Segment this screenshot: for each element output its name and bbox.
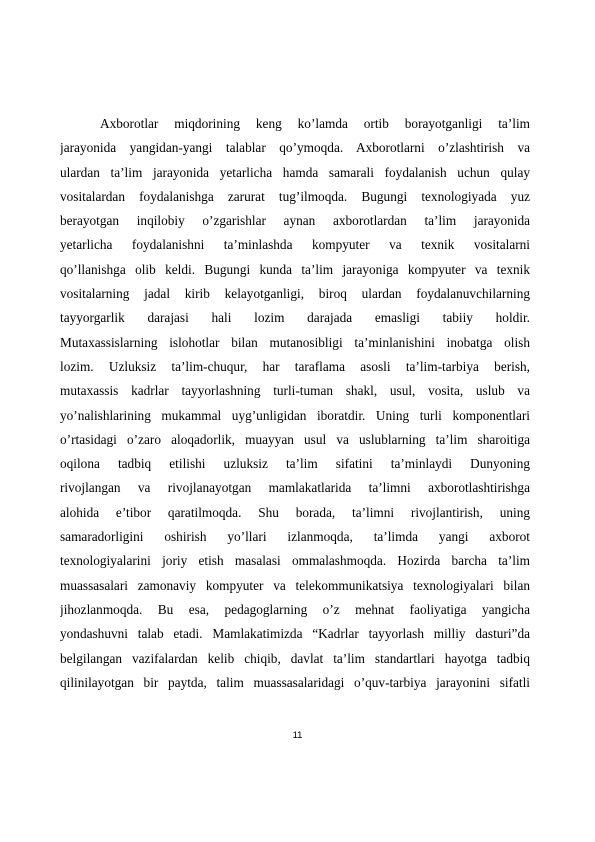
text-line-24: qilinilayotgan bir paytda, talim muassasalaridagi o’quv-tarbiya jarayonini sifatli <box>60 674 530 690</box>
text-line-15: oqilona tadbiq etilishi uzluksiz ta’lim sifatini ta’minlaydi Dunyoning <box>60 456 530 472</box>
text-line-21: jihozlanmoqda. Bu esa, pedagoglarning o’z mehnat faoliyatiga yangicha <box>60 601 530 617</box>
body-paragraph <box>60 112 530 695</box>
text-line-8: vositalarning jadal kirib kelayotganligi, biroq ulardan foydalanuvchilarning <box>60 286 530 302</box>
text-line-4: vositalardan foydalanishga zarurat tug’ilmoqda. Bugungi texnologiyada yuz <box>60 188 530 204</box>
text-line-2: jarayonida yangidan-yangi talablar qo’ymoqda. Axborotlarni o’zlashtirish va <box>60 140 530 156</box>
text-line-9: tayyorgarlik darajasi hali lozim darajada emasligi tabiiy holdir. <box>60 310 530 326</box>
text-line-11: lozim. Uzluksiz ta’lim-chuqur, har taraflama asosli ta’lim-tarbiya berish, <box>60 358 530 374</box>
text-line-22: yondashuvni talab etadi. Mamlakatimizda “Kadrlar tayyorlash milliy dasturi”da <box>60 626 530 642</box>
text-line-7: qo’llanishga olib keldi. Bugungi kunda ta’lim jarayoniga kompyuter va texnik <box>60 261 530 277</box>
text-line-10: Mutaxassislarning islohotlar bilan mutanosibligi ta’minlanishini inobatga olish <box>60 334 530 350</box>
text-line-3: ulardan ta’lim jarayonida yetarlicha hamda samarali foydalanish uchun qulay <box>60 164 530 180</box>
text-line-23: belgilangan vazifalardan kelib chiqib, davlat ta’lim standartlari hayotga tadbiq <box>60 650 530 666</box>
text-line-17: alohida e’tibor qaratilmoqda. Shu borada, ta’limni rivojlantirish, uning <box>60 504 530 520</box>
page-number: 11 <box>292 730 303 741</box>
text-line-6: yetarlicha foydalanishni ta’minlashda kompyuter va texnik vositalarni <box>60 237 530 253</box>
text-line-14: o’rtasidagi o’zaro aloqadorlik, muayyan usul va uslublarning ta’lim sharoitiga <box>60 431 530 447</box>
text-line-13: yo’nalishlarining mukammal uyg’unligidan iboratdir. Uning turli komponentlari <box>60 407 530 423</box>
text-line-1: Axborotlar miqdorining keng ko’lamda ortib borayotganligi ta’lim <box>100 116 530 131</box>
text-line-20: muassasalari zamonaviy kompyuter va telekommunikatsiya texnologiyalari bilan <box>60 577 530 593</box>
text-line-19: texnologiyalarini joriy etish masalasi ommalashmoqda. Hozirda barcha ta’lim <box>60 553 530 569</box>
text-line-12: mutaxassis kadrlar tayyorlashning turli-tuman shakl, usul, vosita, uslub va <box>60 383 530 399</box>
text-line-18: samaradorligini oshirish yo’llari izlanmoqda, ta’limda yangi axborot <box>60 529 530 545</box>
text-line-16: rivojlangan va rivojlanayotgan mamlakatlarida ta’limni axborotlashtirishga <box>60 480 530 496</box>
text-line-5: berayotgan inqilobiy o’zgarishlar aynan axborotlardan ta’lim jarayonida <box>60 213 530 229</box>
